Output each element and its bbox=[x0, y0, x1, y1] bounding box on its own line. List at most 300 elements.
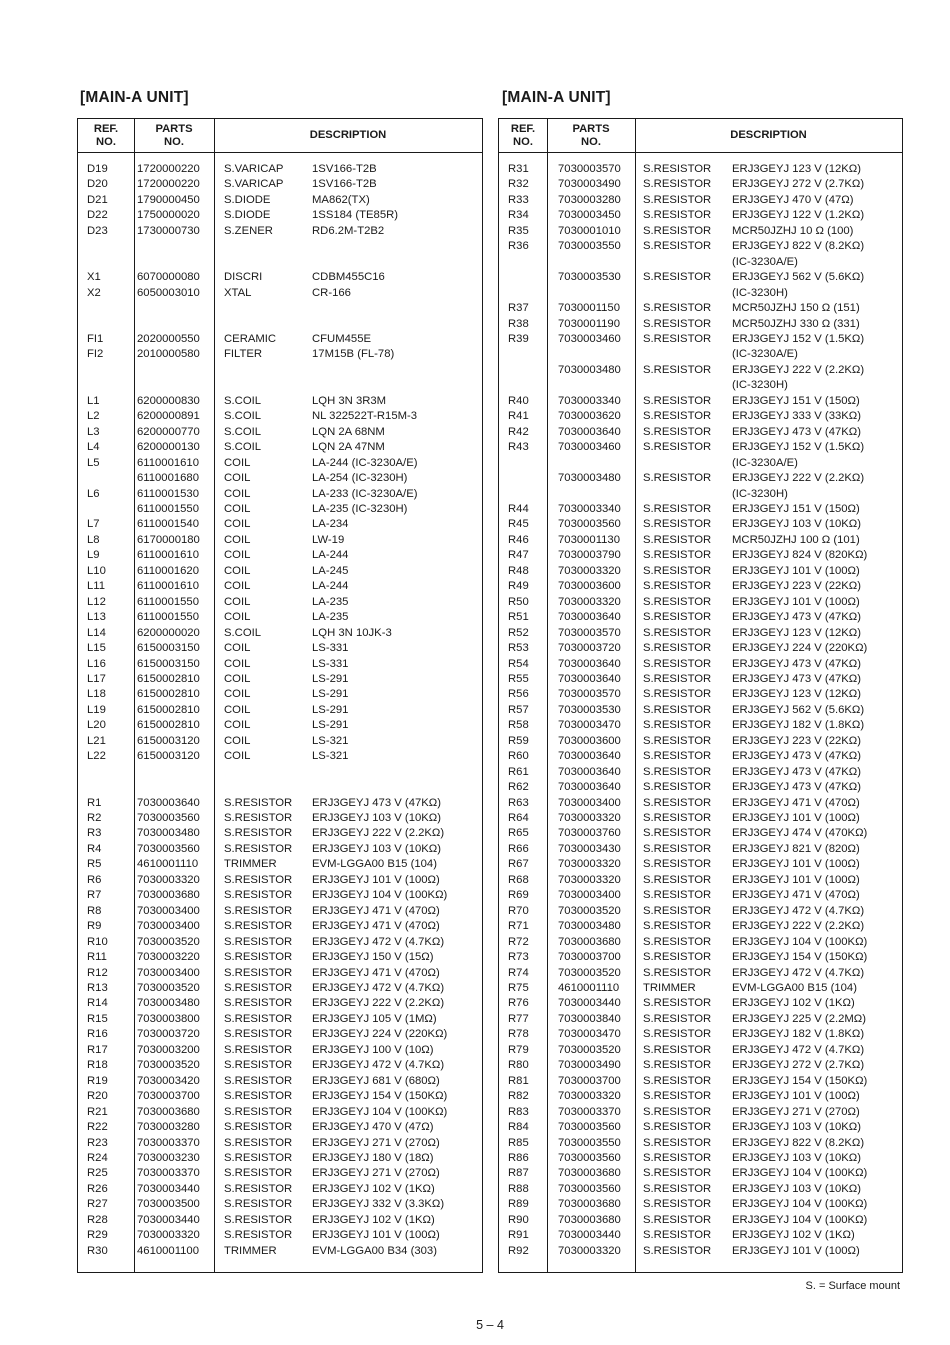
part-spec: MCR50JZHJ 150 Ω (151) bbox=[732, 302, 860, 315]
table-row bbox=[78, 239, 482, 254]
ref-no: R39 bbox=[508, 332, 529, 345]
parts-no: 7030003680 bbox=[558, 1167, 621, 1180]
ref-no: D21 bbox=[87, 193, 108, 206]
parts-no: 7030003560 bbox=[558, 518, 621, 531]
part-type: S.RESISTOR bbox=[224, 1152, 293, 1164]
part-type: S.DIODE bbox=[224, 209, 271, 222]
ref-no-header: REF. NO. bbox=[510, 122, 536, 148]
part-spec: ERJ3GEYJ 222 V (2.2KΩ) bbox=[732, 363, 865, 376]
table-row bbox=[499, 1120, 902, 1135]
parts-no: 7030003440 bbox=[558, 1229, 621, 1242]
table-row bbox=[499, 796, 902, 811]
ref-no: L13 bbox=[87, 611, 106, 624]
part-type: COIL bbox=[224, 750, 251, 763]
part-type: S.RESISTOR bbox=[643, 997, 712, 1010]
ref-no: L16 bbox=[87, 657, 106, 670]
ref-no: R16 bbox=[87, 1028, 108, 1041]
part-type: S.RESISTOR bbox=[643, 642, 712, 655]
parts-no: 6200000830 bbox=[137, 394, 200, 407]
part-spec: LA-244 bbox=[312, 549, 349, 562]
part-spec: LS-321 bbox=[312, 750, 349, 763]
table-row bbox=[499, 502, 902, 517]
part-type: S.RESISTOR bbox=[224, 966, 293, 979]
right-table-header bbox=[499, 119, 902, 153]
parts-no: 7030003320 bbox=[558, 564, 621, 577]
parts-no: 7030003400 bbox=[558, 889, 621, 902]
table-row bbox=[499, 1074, 902, 1089]
table-row bbox=[78, 177, 482, 192]
parts-no: 7030003640 bbox=[558, 425, 621, 438]
table-row bbox=[78, 734, 482, 749]
part-spec: ERJ3GEYJ 182 V (1.8KΩ) bbox=[732, 719, 865, 732]
table-row bbox=[78, 672, 482, 687]
part-type: S.RESISTOR bbox=[224, 1167, 293, 1180]
table-row bbox=[499, 193, 902, 208]
ref-no: R65 bbox=[508, 827, 529, 840]
parts-no: 1720000220 bbox=[137, 163, 200, 175]
part-type: S.RESISTOR bbox=[224, 1074, 293, 1087]
parts-no: 7030003440 bbox=[558, 997, 621, 1010]
part-type: TRIMMER bbox=[224, 858, 277, 871]
table-row bbox=[499, 888, 902, 903]
ref-no: R42 bbox=[508, 425, 529, 438]
table-row bbox=[499, 626, 902, 641]
part-type: S.RESISTOR bbox=[643, 271, 712, 284]
ref-no: R7 bbox=[87, 889, 102, 902]
part-spec: ERJ3GEYJ 123 V (12KΩ) bbox=[732, 688, 861, 701]
table-row bbox=[78, 796, 482, 811]
parts-no: 7030003530 bbox=[558, 271, 621, 284]
parts-no: 6110001530 bbox=[137, 487, 199, 500]
part-spec: LA-245 bbox=[312, 564, 349, 577]
ref-no: R84 bbox=[508, 1121, 529, 1134]
part-spec: ERJ3GEYJ 103 V (10KΩ) bbox=[312, 842, 441, 855]
part-spec: ERJ3GEYJ 104 V (100KΩ) bbox=[312, 889, 448, 902]
table-row bbox=[499, 301, 902, 316]
ref-no: R69 bbox=[508, 889, 529, 902]
table-row bbox=[78, 595, 482, 610]
part-type: S.RESISTOR bbox=[643, 611, 712, 624]
ref-no: R75 bbox=[508, 982, 529, 995]
ref-no: R11 bbox=[87, 951, 107, 964]
ref-no: R1 bbox=[87, 796, 102, 809]
table-row bbox=[499, 780, 902, 795]
parts-no: 1730000730 bbox=[137, 224, 200, 237]
part-type: COIL bbox=[224, 642, 251, 655]
parts-no: 7030003520 bbox=[137, 935, 200, 948]
ref-no: R68 bbox=[508, 873, 529, 886]
table-row bbox=[499, 409, 902, 424]
parts-no: 6050003010 bbox=[137, 286, 200, 299]
parts-no: 7030003700 bbox=[558, 1074, 621, 1087]
ref-no: R58 bbox=[508, 719, 529, 732]
part-spec: LS-331 bbox=[312, 642, 349, 655]
parts-no: 7030003570 bbox=[558, 688, 621, 701]
part-spec: ERJ3GEYJ 474 V (470KΩ) bbox=[732, 827, 868, 840]
parts-no: 7030003460 bbox=[558, 332, 621, 345]
table-row bbox=[78, 966, 482, 981]
parts-no: 6110001610 bbox=[137, 580, 199, 593]
parts-no: 6110001620 bbox=[137, 564, 199, 577]
ref-no: R50 bbox=[508, 595, 529, 608]
parts-no: 7030003640 bbox=[558, 765, 621, 778]
part-type: S.RESISTOR bbox=[643, 1244, 712, 1257]
part-type: COIL bbox=[224, 734, 251, 747]
ref-no: D22 bbox=[87, 209, 108, 222]
part-spec: ERJ3GEYJ 104 V (100KΩ) bbox=[312, 1105, 448, 1118]
parts-no: 2010000580 bbox=[137, 348, 200, 361]
part-type: S.RESISTOR bbox=[224, 1136, 293, 1149]
part-type: S.RESISTOR bbox=[224, 873, 293, 886]
parts-no: 7030003320 bbox=[558, 812, 621, 825]
ref-no: R25 bbox=[87, 1167, 108, 1180]
part-spec: ERJ3GEYJ 225 V (2.2MΩ) bbox=[732, 1012, 867, 1025]
table-row bbox=[78, 548, 482, 563]
ref-no: D19 bbox=[87, 163, 108, 175]
parts-no: 7030003520 bbox=[558, 1043, 621, 1056]
ref-no: R14 bbox=[87, 997, 108, 1010]
part-spec: 17M15B (FL-78) bbox=[312, 348, 395, 361]
ref-no: R26 bbox=[87, 1182, 108, 1195]
ref-no: R51 bbox=[508, 611, 529, 624]
table-row bbox=[78, 162, 482, 177]
part-type: S.RESISTOR bbox=[643, 657, 712, 670]
part-spec: ERJ3GEYJ 472 V (4.7KΩ) bbox=[732, 1043, 865, 1056]
part-type: S.RESISTOR bbox=[643, 502, 712, 515]
ref-no: R3 bbox=[87, 827, 102, 840]
parts-no: 7030001190 bbox=[558, 317, 620, 330]
parts-no: 7030003370 bbox=[137, 1136, 200, 1149]
part-spec: ERJ3GEYJ 154 V (150KΩ) bbox=[732, 1074, 868, 1087]
table-row bbox=[499, 317, 902, 332]
part-type: S.RESISTOR bbox=[643, 1182, 712, 1195]
part-type: S.RESISTOR bbox=[643, 224, 712, 237]
part-type: S.RESISTOR bbox=[643, 889, 712, 902]
part-spec: ERJ3GEYJ 223 V (22KΩ) bbox=[732, 580, 861, 593]
part-spec: ERJ3GEYJ 824 V (820KΩ) bbox=[732, 549, 868, 562]
part-type: S.VARICAP bbox=[224, 178, 284, 191]
part-type: S.RESISTOR bbox=[643, 966, 712, 979]
parts-no: 1790000450 bbox=[137, 193, 200, 206]
parts-no: 4610001100 bbox=[137, 1244, 199, 1257]
table-row bbox=[78, 1074, 482, 1089]
parts-no: 7030003530 bbox=[558, 703, 621, 716]
parts-no: 7030003790 bbox=[558, 549, 621, 562]
part-type: S.RESISTOR bbox=[224, 842, 293, 855]
parts-no: 7030003480 bbox=[558, 472, 621, 485]
ref-no: R62 bbox=[508, 781, 529, 794]
table-row bbox=[78, 1058, 482, 1073]
table-row bbox=[499, 239, 902, 254]
ref-no: R17 bbox=[87, 1043, 108, 1056]
part-spec: ERJ3GEYJ 150 V (15Ω) bbox=[312, 951, 434, 964]
part-type: S.RESISTOR bbox=[643, 703, 712, 716]
table-row bbox=[78, 687, 482, 702]
ref-no: L21 bbox=[87, 734, 106, 747]
part-spec: ERJ3GEYJ 180 V (18Ω) bbox=[312, 1152, 434, 1164]
part-spec: LA-233 (IC-3230A/E) bbox=[312, 487, 418, 500]
table-row bbox=[499, 394, 902, 409]
part-type: S.RESISTOR bbox=[224, 1213, 293, 1226]
table-row bbox=[78, 749, 482, 764]
table-row bbox=[499, 1213, 902, 1228]
parts-no: 7030003760 bbox=[558, 827, 621, 840]
part-type: S.RESISTOR bbox=[643, 672, 712, 685]
ref-no: R79 bbox=[508, 1043, 529, 1056]
table-row bbox=[499, 1197, 902, 1212]
part-spec: ERJ3GEYJ 473 V (47KΩ) bbox=[732, 657, 861, 670]
part-type: S.RESISTOR bbox=[643, 472, 712, 485]
part-type: S.RESISTOR bbox=[643, 410, 712, 423]
part-spec: CR-166 bbox=[312, 286, 351, 299]
part-type: S.RESISTOR bbox=[643, 1213, 712, 1226]
table-row bbox=[78, 332, 482, 347]
parts-no: 6110001540 bbox=[137, 518, 199, 531]
table-row bbox=[78, 502, 482, 517]
ref-no: R4 bbox=[87, 842, 102, 855]
part-type: S.RESISTOR bbox=[224, 889, 293, 902]
table-row bbox=[78, 487, 482, 502]
part-type: CERAMIC bbox=[224, 332, 277, 345]
parts-no: 7030003340 bbox=[558, 502, 621, 515]
part-spec: (IC-3230H) bbox=[732, 379, 788, 392]
table-row bbox=[499, 208, 902, 223]
parts-no: 7030001150 bbox=[558, 302, 620, 315]
parts-no: 7030003720 bbox=[137, 1028, 200, 1041]
part-type: S.RESISTOR bbox=[643, 425, 712, 438]
part-type: S.RESISTOR bbox=[643, 1043, 712, 1056]
ref-no: R57 bbox=[508, 703, 529, 716]
ref-no: R80 bbox=[508, 1059, 529, 1072]
ref-no: R30 bbox=[87, 1244, 108, 1257]
ref-no: R5 bbox=[87, 858, 102, 871]
part-type: S.RESISTOR bbox=[643, 332, 712, 345]
table-row bbox=[78, 873, 482, 888]
part-spec: ERJ3GEYJ 471 V (470Ω) bbox=[732, 889, 860, 902]
part-type: COIL bbox=[224, 657, 251, 670]
parts-no: 7030003680 bbox=[137, 889, 200, 902]
part-spec: ERJ3GEYJ 102 V (1KΩ) bbox=[312, 1182, 435, 1195]
part-spec: ERJ3GEYJ 821 V (820Ω) bbox=[732, 842, 860, 855]
part-type: S.RESISTOR bbox=[643, 781, 712, 794]
part-type: S.RESISTOR bbox=[643, 240, 712, 253]
parts-no: 2020000550 bbox=[137, 332, 200, 345]
parts-no: 7030001010 bbox=[558, 224, 621, 237]
ref-no: L5 bbox=[87, 456, 100, 469]
ref-no: L17 bbox=[87, 672, 106, 685]
parts-no: 7030003460 bbox=[558, 441, 621, 454]
part-type: S.RESISTOR bbox=[643, 1121, 712, 1134]
part-spec: ERJ3GEYJ 473 V (47KΩ) bbox=[732, 425, 861, 438]
part-type: S.RESISTOR bbox=[224, 1043, 293, 1056]
part-spec: ERJ3GEYJ 822 V (8.2KΩ) bbox=[732, 1136, 865, 1149]
ref-no: R38 bbox=[508, 317, 529, 330]
parts-no: 7030003800 bbox=[137, 1012, 200, 1025]
table-row bbox=[78, 950, 482, 965]
ref-no: R43 bbox=[508, 441, 529, 454]
table-row bbox=[78, 641, 482, 656]
part-spec: RD6.2M-T2B2 bbox=[312, 224, 385, 237]
ref-no: L20 bbox=[87, 719, 106, 732]
part-type: S.RESISTOR bbox=[643, 858, 712, 871]
table-row bbox=[78, 517, 482, 532]
part-spec: ERJ3GEYJ 473 V (47KΩ) bbox=[732, 611, 861, 624]
part-type: S.RESISTOR bbox=[643, 1152, 712, 1164]
part-type: COIL bbox=[224, 549, 251, 562]
part-type: S.RESISTOR bbox=[643, 178, 712, 191]
parts-no: 6200000891 bbox=[137, 410, 200, 423]
parts-no: 7030003640 bbox=[558, 611, 621, 624]
ref-no: R72 bbox=[508, 935, 529, 948]
part-type: S.RESISTOR bbox=[224, 1105, 293, 1118]
table-row bbox=[78, 1012, 482, 1027]
part-spec: LA-235 bbox=[312, 611, 349, 624]
part-type: S.RESISTOR bbox=[224, 1182, 293, 1195]
table-row bbox=[499, 857, 902, 872]
part-type: COIL bbox=[224, 533, 251, 546]
table-row bbox=[499, 996, 902, 1011]
parts-no: 6150003120 bbox=[137, 734, 200, 747]
part-type: S.RESISTOR bbox=[643, 564, 712, 577]
table-row bbox=[78, 765, 482, 780]
table-row bbox=[499, 687, 902, 702]
ref-no: L18 bbox=[87, 688, 106, 701]
part-type: S.RESISTOR bbox=[643, 1028, 712, 1041]
parts-no: 6150002810 bbox=[137, 719, 200, 732]
part-spec: ERJ3GEYJ 222 V (2.2KΩ) bbox=[312, 997, 445, 1010]
table-row bbox=[499, 826, 902, 841]
parts-no: 7030003450 bbox=[558, 209, 621, 222]
part-spec: LS-321 bbox=[312, 734, 349, 747]
part-spec: ERJ3GEYJ 333 V (33KΩ) bbox=[732, 410, 861, 423]
part-spec: ERJ3GEYJ 222 V (2.2KΩ) bbox=[312, 827, 445, 840]
table-row bbox=[78, 981, 482, 996]
part-type: S.RESISTOR bbox=[643, 827, 712, 840]
ref-no: R15 bbox=[87, 1012, 108, 1025]
ref-no: R73 bbox=[508, 951, 529, 964]
parts-no: 7030003320 bbox=[558, 1090, 621, 1103]
ref-no: R24 bbox=[87, 1152, 108, 1164]
parts-no: 7030003480 bbox=[558, 363, 621, 376]
part-type: S.RESISTOR bbox=[643, 302, 712, 315]
part-spec: (IC-3230H) bbox=[732, 487, 788, 500]
parts-no: 7030003640 bbox=[558, 672, 621, 685]
part-spec: LA-244 bbox=[312, 580, 349, 593]
part-type: S.RESISTOR bbox=[643, 518, 712, 531]
parts-no: 7030003320 bbox=[558, 595, 621, 608]
table-row bbox=[499, 950, 902, 965]
part-spec: ERJ3GEYJ 151 V (150Ω) bbox=[732, 394, 860, 407]
parts-no: 6110001610 bbox=[137, 456, 199, 469]
page-number: 5 – 4 bbox=[476, 1318, 504, 1332]
part-type: S.COIL bbox=[224, 626, 262, 639]
table-row bbox=[499, 1228, 902, 1243]
parts-no-header: PARTS NO. bbox=[572, 122, 610, 148]
parts-no: 6110001550 bbox=[137, 611, 199, 624]
part-spec: ERJ3GEYJ 472 V (4.7KΩ) bbox=[312, 935, 445, 948]
ref-no: R60 bbox=[508, 750, 529, 763]
table-row bbox=[499, 177, 902, 192]
ref-no: R19 bbox=[87, 1074, 108, 1087]
part-type: S.RESISTOR bbox=[643, 1136, 712, 1149]
table-row bbox=[78, 378, 482, 393]
ref-no: L22 bbox=[87, 750, 106, 763]
ref-no: R89 bbox=[508, 1198, 529, 1211]
table-row bbox=[78, 657, 482, 672]
part-type: S.RESISTOR bbox=[643, 951, 712, 964]
description-header: DESCRIPTION bbox=[730, 129, 807, 141]
part-type: TRIMMER bbox=[224, 1244, 277, 1257]
parts-no: 6150002810 bbox=[137, 703, 200, 716]
ref-no: X1 bbox=[87, 271, 101, 284]
table-row bbox=[499, 765, 902, 780]
table-row bbox=[499, 378, 902, 393]
table-row bbox=[78, 1182, 482, 1197]
table-row bbox=[78, 904, 482, 919]
part-spec: ERJ3GEYJ 101 V (100Ω) bbox=[732, 873, 860, 886]
part-spec: ERJ3GEYJ 471 V (470Ω) bbox=[312, 920, 440, 933]
part-type: S.RESISTOR bbox=[643, 904, 712, 917]
part-spec: (IC-3230A/E) bbox=[732, 348, 798, 361]
part-spec: LS-291 bbox=[312, 719, 349, 732]
part-spec: ERJ3GEYJ 123 V (12KΩ) bbox=[732, 163, 861, 175]
part-type: S.RESISTOR bbox=[643, 842, 712, 855]
part-type: COIL bbox=[224, 595, 251, 608]
parts-no: 1720000220 bbox=[137, 178, 200, 191]
part-spec: LA-235 (IC-3230H) bbox=[312, 502, 408, 515]
parts-no: 7030003480 bbox=[137, 997, 200, 1010]
ref-no: D20 bbox=[87, 178, 108, 191]
ref-no: R33 bbox=[508, 193, 529, 206]
table-row bbox=[499, 564, 902, 579]
table-row bbox=[499, 966, 902, 981]
part-spec: ERJ3GEYJ 101 V (100Ω) bbox=[732, 858, 860, 871]
part-type: S.RESISTOR bbox=[643, 394, 712, 407]
table-row bbox=[499, 1012, 902, 1027]
table-row bbox=[499, 548, 902, 563]
part-type: S.RESISTOR bbox=[224, 1059, 293, 1072]
table-row bbox=[78, 626, 482, 641]
ref-no: R6 bbox=[87, 873, 102, 886]
part-type: COIL bbox=[224, 487, 251, 500]
table-row bbox=[499, 641, 902, 656]
table-row bbox=[499, 935, 902, 950]
part-spec: ERJ3GEYJ 272 V (2.7KΩ) bbox=[732, 1059, 865, 1072]
parts-no: 7030003560 bbox=[558, 1182, 621, 1195]
ref-no: R13 bbox=[87, 982, 108, 995]
part-spec: ERJ3GEYJ 681 V (680Ω) bbox=[312, 1074, 440, 1087]
ref-no: L3 bbox=[87, 425, 100, 438]
table-row bbox=[78, 1089, 482, 1104]
ref-no: R86 bbox=[508, 1152, 529, 1164]
parts-no: 6110001610 bbox=[137, 549, 199, 562]
part-type: S.RESISTOR bbox=[224, 827, 293, 840]
part-spec: ERJ3GEYJ 101 V (100Ω) bbox=[732, 564, 860, 577]
table-row bbox=[499, 672, 902, 687]
part-type: XTAL bbox=[224, 286, 252, 299]
part-spec: ERJ3GEYJ 223 V (22KΩ) bbox=[732, 734, 861, 747]
ref-no: R44 bbox=[508, 502, 529, 515]
table-row bbox=[499, 270, 902, 285]
part-type: S.RESISTOR bbox=[224, 935, 293, 948]
part-spec: ERJ3GEYJ 473 V (47KΩ) bbox=[312, 796, 441, 809]
ref-no: R32 bbox=[508, 178, 529, 191]
table-row bbox=[499, 718, 902, 733]
ref-no: R37 bbox=[508, 302, 529, 315]
parts-no: 1750000020 bbox=[137, 209, 200, 222]
part-spec: ERJ3GEYJ 100 V (10Ω) bbox=[312, 1043, 434, 1056]
table-row bbox=[499, 703, 902, 718]
